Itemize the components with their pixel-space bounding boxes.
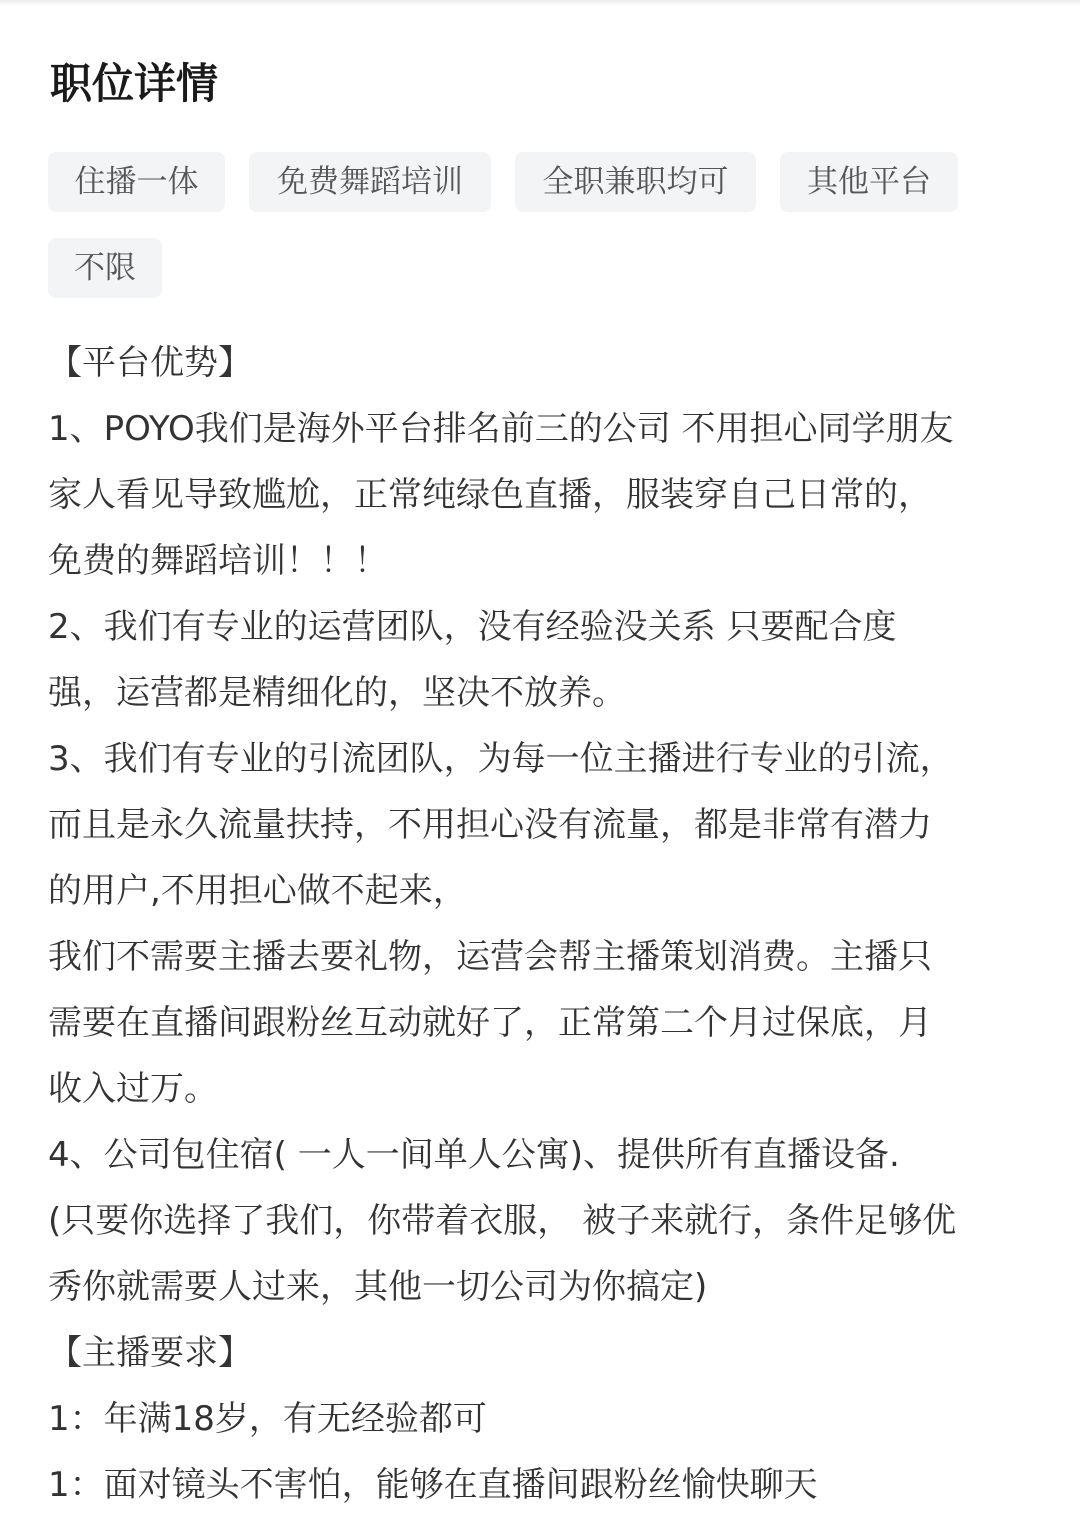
description-line: 需要在直播间跟粉丝互动就好了，正常第二个月过保底，月 (48, 1003, 932, 1043)
job-description (48, 330, 1048, 1518)
tag-free-dance-training: 免费舞蹈培训 (249, 152, 491, 212)
top-edge-divider (0, 0, 1080, 6)
description-line: 我们不需要主播去要礼物，运营会帮主播策划消费。主播只 (48, 937, 932, 977)
description-line: 的用户,不用担心做不起来， (48, 871, 467, 911)
description-line: 1、POYO我们是海外平台排名前三的公司 不用担心同学朋友 (48, 409, 954, 449)
description-line: 免费的舞蹈培训！！！ (48, 541, 388, 581)
description-line: 强，运营都是精细化的，坚决不放养。 (48, 673, 626, 713)
description-line: 而且是永久流量扶持，不用担心没有流量，都是非常有潜力 (48, 805, 932, 845)
tag-live-in: 住播一体 (48, 152, 225, 212)
description-line: 3、我们有专业的引流团队，为每一位主播进行专业的引流， (48, 739, 954, 779)
tag-unlimited: 不限 (48, 238, 162, 298)
tag-other-platform: 其他平台 (780, 152, 958, 212)
description-line: 1：面对镜头不害怕，能够在直播间跟粉丝愉快聊天 (48, 1465, 818, 1505)
page-title: 职位详情 (50, 59, 219, 108)
section-heading-platform-advantages: 【平台优势】 (48, 343, 252, 383)
section-heading-host-requirements: 【主播要求】 (48, 1333, 252, 1373)
description-line: 4、公司包住宿( 一人一间单人公寓)、提供所有直播设备. (48, 1135, 900, 1175)
tag-full-or-part-time: 全职兼职均可 (515, 152, 756, 212)
description-line: 家人看见导致尴尬，正常纯绿色直播，服装穿自己日常的， (48, 475, 932, 515)
description-line: 收入过万。 (48, 1069, 218, 1109)
description-line: 2、我们有专业的运营团队，没有经验没关系 只要配合度 (48, 607, 897, 647)
description-line: (只要你选择了我们，你带着衣服， 被子来就行，条件足够优 (48, 1201, 957, 1241)
description-line: 1：年满18岁，有无经验都可 (48, 1399, 487, 1439)
description-line: 秀你就需要人过来，其他一切公司为你搞定) (48, 1267, 708, 1307)
